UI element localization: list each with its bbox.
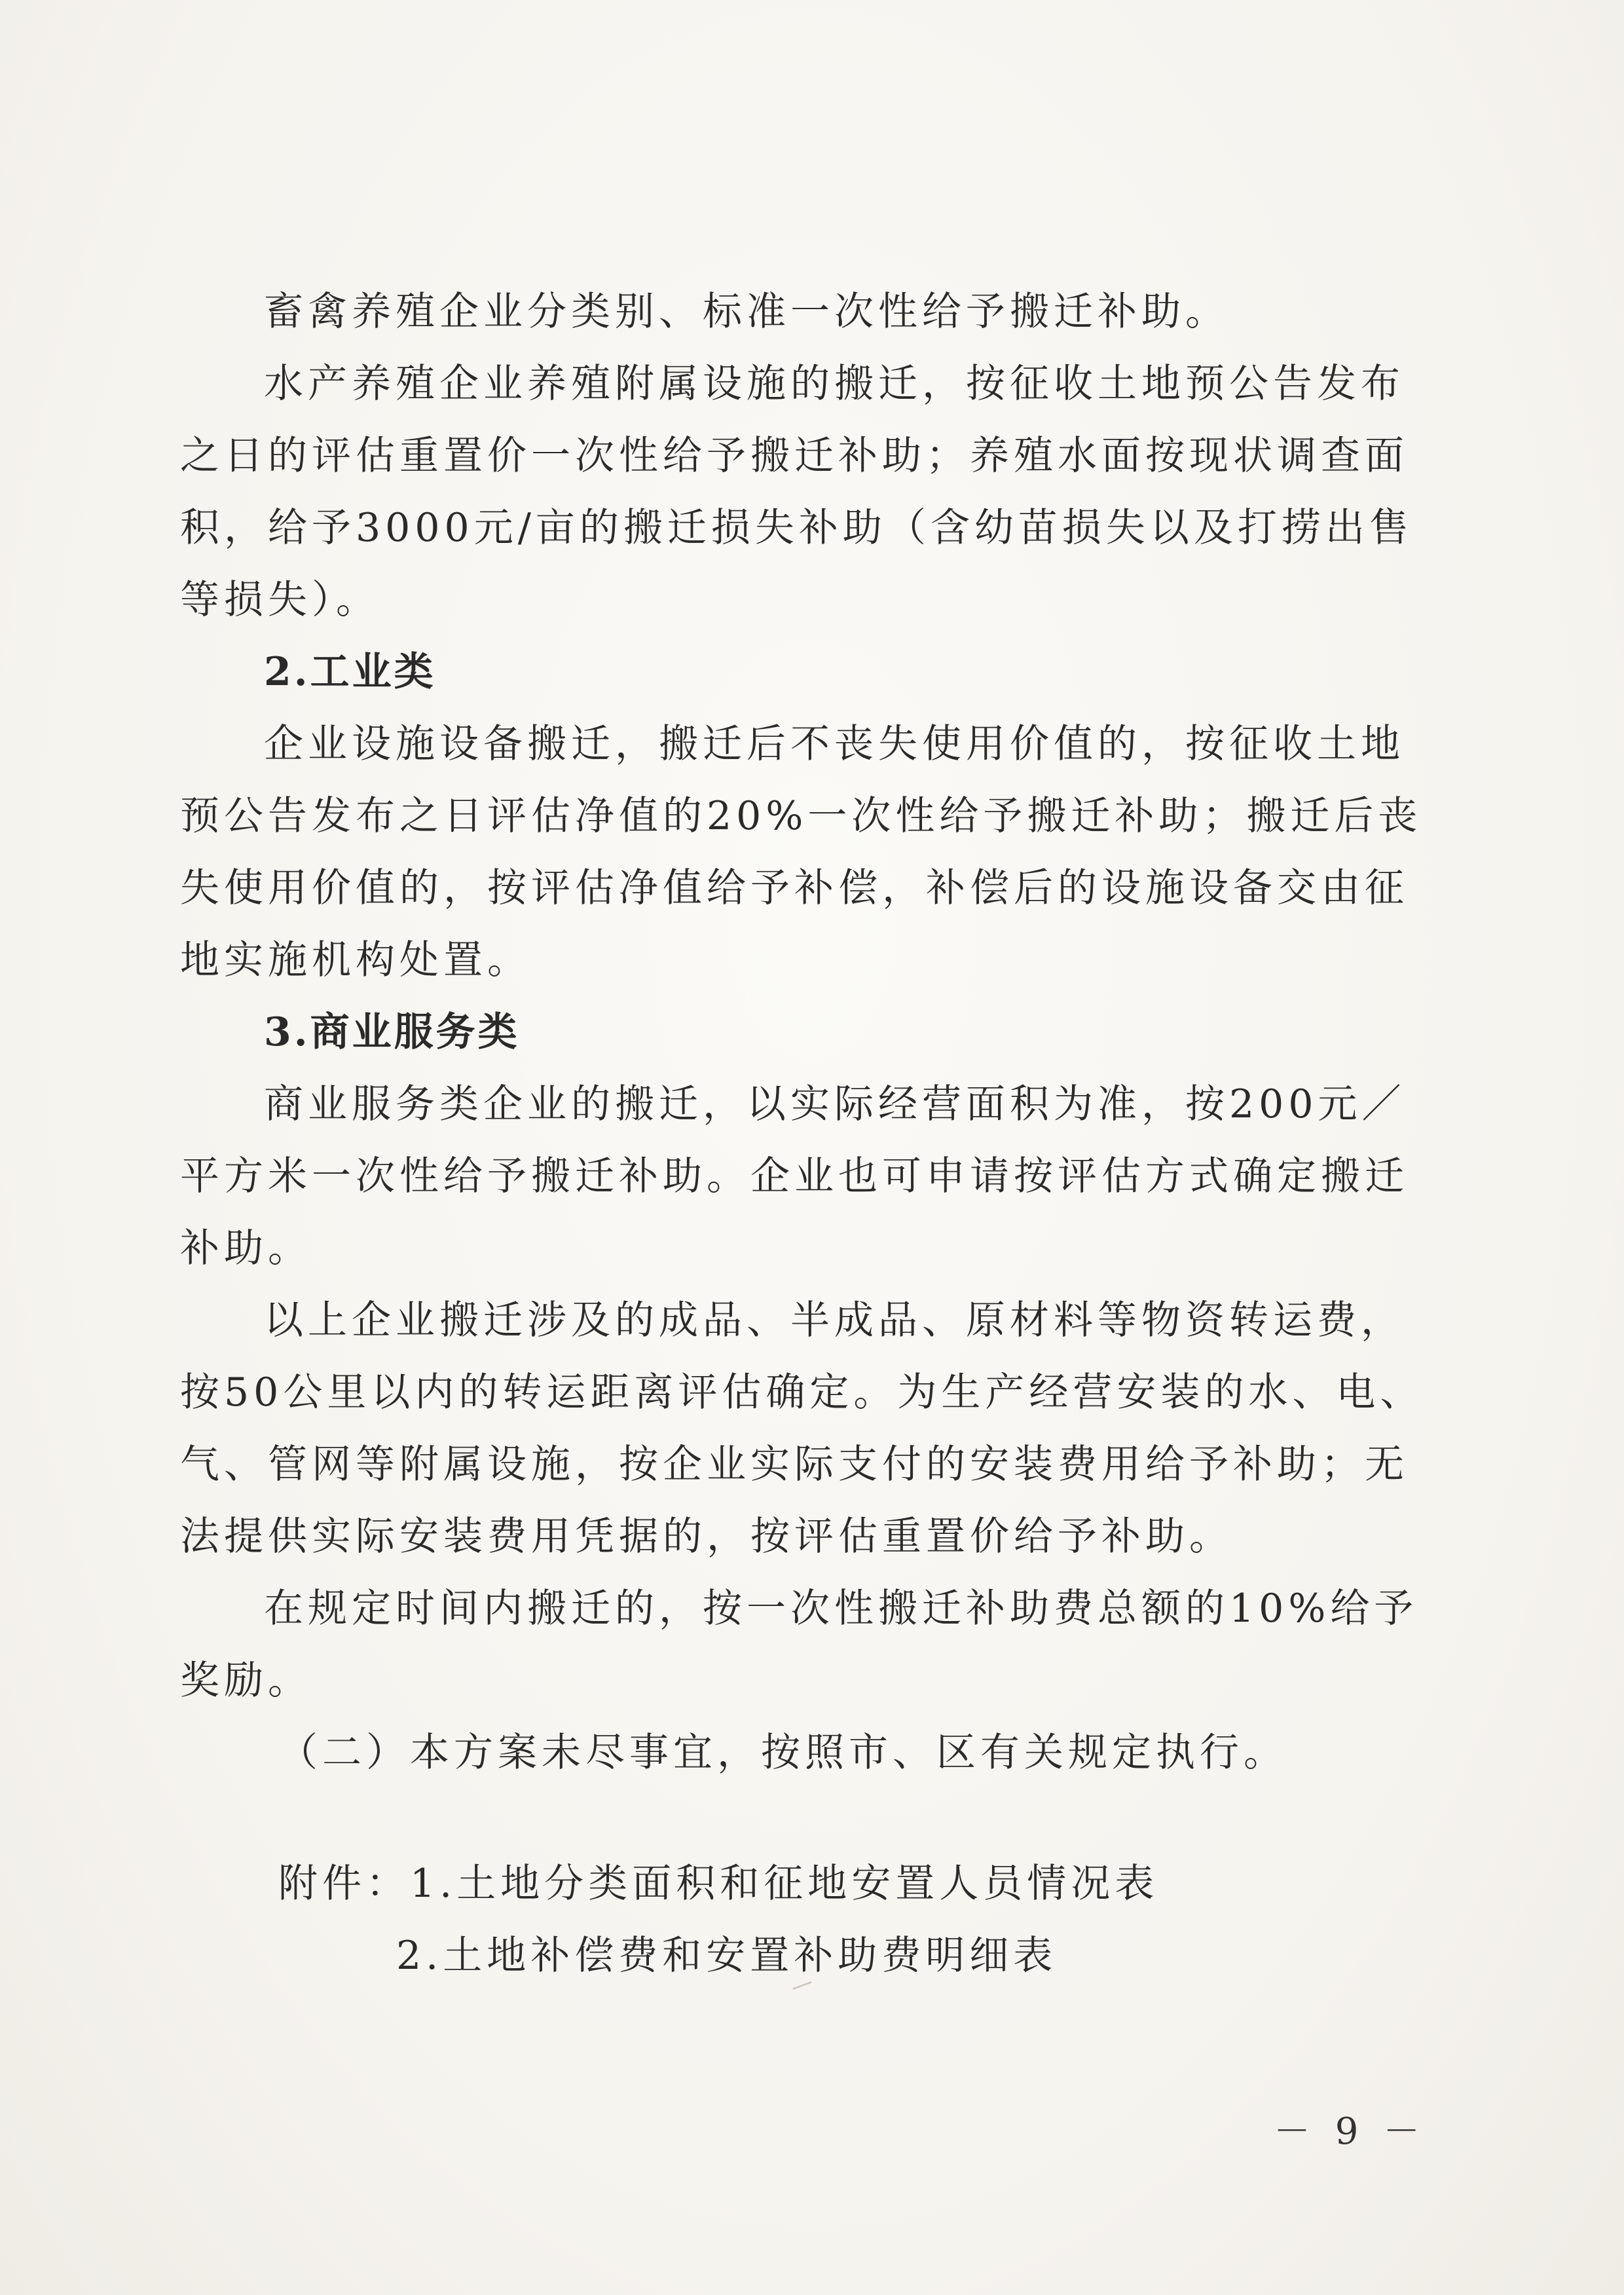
- page-number: － 9 －: [1274, 2110, 1427, 2153]
- spacer: [180, 1801, 1378, 1860]
- paragraph-line: 法提供实际安装费用凭据的，按评估重置价给予补助。: [180, 1514, 1233, 1559]
- section-heading-commercial: 3.商业服务类: [264, 1009, 520, 1055]
- paragraph-line: 商业服务类企业的搬迁，以实际经营面积为准，按200元／: [264, 1081, 1406, 1127]
- paragraph-line: 失使用价值的，按评估净值给予补偿，补偿后的设施设备交由征: [180, 865, 1409, 911]
- paragraph-line: 奖励。: [180, 1658, 312, 1704]
- paragraph-line: 在规定时间内搬迁的，按一次性搬迁补助费总额的10%给予: [264, 1586, 1418, 1632]
- paragraph-line: 以上企业搬迁涉及的成品、半成品、原材料等物资转运费，: [264, 1297, 1405, 1343]
- attachment-line-1: 附件：1.土地分类面积和征地安置人员情况表: [278, 1861, 1159, 1907]
- paragraph-line: 气、管网等附属设施，按企业实际支付的安装费用给予补助；无: [180, 1442, 1409, 1487]
- paragraph-line: 畜禽养殖企业分类别、标准一次性给予搬迁补助。: [264, 289, 1229, 335]
- paragraph-line: 补助。: [180, 1225, 312, 1271]
- paragraph-line: 水产养殖企业养殖附属设施的搬迁，按征收土地预公告发布: [264, 361, 1405, 407]
- paragraph-line: 积，给予3000元/亩的搬迁损失补助（含幼苗损失以及打捞出售: [180, 505, 1413, 551]
- attachment-line-2: 2.土地补偿费和安置补助费明细表: [396, 1933, 1058, 1979]
- paragraph-line: 等损失）。: [180, 577, 380, 623]
- document-body: [180, 288, 1424, 2004]
- paragraph-line: 预公告发布之日评估净值的20%一次性给予搬迁补助；搬迁后丧: [180, 793, 1422, 839]
- paragraph-line: 按50公里以内的转运距离评估确定。为生产经营安装的水、电、: [180, 1370, 1424, 1415]
- section-heading-industrial: 2.工业类: [264, 649, 436, 695]
- paragraph-line: 平方米一次性给予搬迁补助。企业也可申请按评估方式确定搬迁: [180, 1153, 1409, 1199]
- paragraph-line: 之日的评估重置价一次性给予搬迁补助；养殖水面按现状调查面: [180, 433, 1409, 479]
- paragraph-line: 地实施机构处置。: [180, 937, 531, 983]
- paragraph-line: 企业设施设备搬迁，搬迁后不丧失使用价值的，按征收土地: [264, 721, 1405, 767]
- paragraph-line-supplementary: （二）本方案未尽事宜，按照市、区有关规定执行。: [278, 1730, 1287, 1776]
